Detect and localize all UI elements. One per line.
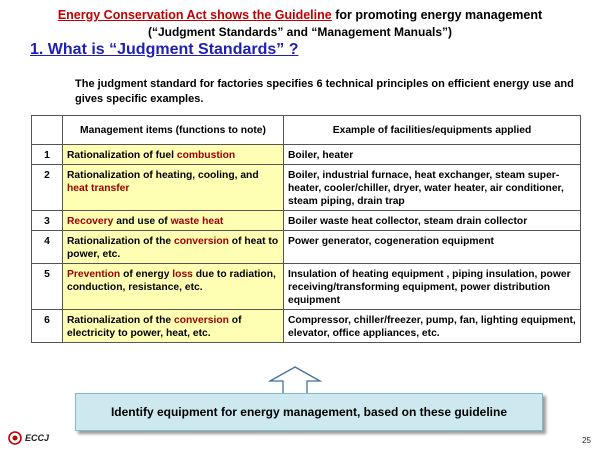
page-title: 1. What is “Judgment Standards” ? — [30, 41, 299, 58]
table-row — [32, 264, 581, 310]
highlighted-term: loss — [172, 269, 193, 280]
management-item — [63, 264, 284, 310]
item-text: Rationalization of fuel — [67, 150, 177, 161]
highlighted-term: conversion — [173, 315, 229, 326]
table-row — [32, 211, 581, 231]
table-header-row — [32, 116, 581, 145]
table-row — [32, 165, 581, 211]
header-line-1 — [0, 8, 600, 22]
equipment-examples: Power generator, cogeneration equipment — [284, 231, 581, 264]
item-text: Rationalization of heating, cooling, and — [67, 170, 259, 181]
judgment-standards-table — [31, 115, 581, 343]
equipment-examples: Compressor, chiller/freezer, pump, fan, lighting equipment, elevator, office appliances, etc. — [284, 310, 581, 343]
page-number: 25 — [582, 436, 591, 445]
header-guideline-text: Energy Conservation Act shows the Guideline — [57, 8, 332, 22]
item-text: due to radiation, conduction, resistance, etc. — [67, 269, 276, 293]
row-number: 2 — [32, 165, 63, 211]
table-body — [32, 145, 581, 343]
up-arrow-icon — [268, 366, 322, 396]
management-item — [63, 165, 284, 211]
table-row — [32, 310, 581, 343]
management-item — [63, 310, 284, 343]
row-number: 3 — [32, 211, 63, 231]
highlighted-term: conversion — [173, 236, 229, 247]
row-number: 6 — [32, 310, 63, 343]
equipment-examples: Boiler waste heat collector, steam drain collector — [284, 211, 581, 231]
equipment-examples: Insulation of heating equipment , piping insulation, power receiving/transforming equipment, power distribution equipment — [284, 264, 581, 310]
equipment-examples: Boiler, industrial furnace, heat exchanger, steam super-heater, cooler/chiller, dryer, water heater, air conditioner, steam piping, drain trap — [284, 165, 581, 211]
highlighted-term: combustion — [176, 150, 236, 161]
logo-text: ECCJ — [25, 433, 50, 443]
header-management-items: Management items (functions to note) — [63, 116, 284, 145]
item-text: and use of — [113, 216, 171, 227]
table-row — [32, 145, 581, 165]
intro-text: The judgment standard for factories specifies 6 technical principles on efficient energy use and gives specific examples. — [75, 78, 574, 105]
highlighted-term: heat transfer — [67, 183, 130, 194]
callout-text: Identify equipment for energy management, based on these guideline — [110, 405, 508, 419]
header-num — [32, 116, 63, 145]
item-text: of electricity to power, heat, etc. — [67, 315, 242, 339]
highlighted-term: Recovery — [67, 216, 114, 227]
equipment-examples: Boiler, heater — [284, 145, 581, 165]
management-item — [63, 145, 284, 165]
row-number: 5 — [32, 264, 63, 310]
item-text: of heat to power, etc. — [67, 236, 279, 260]
highlighted-term: waste heat — [170, 216, 224, 227]
table-row — [32, 231, 581, 264]
item-text: Rationalization of the — [67, 236, 174, 247]
management-item — [63, 211, 284, 231]
highlighted-term: Prevention — [67, 269, 121, 280]
header-line-2: (“Judgment Standards” and “Management Manuals”) — [147, 25, 453, 39]
eccj-logo — [8, 431, 49, 445]
item-text: of energy — [120, 269, 173, 280]
item-text: Rationalization of the — [67, 315, 174, 326]
eccj-logo-icon — [8, 431, 22, 445]
header-examples: Example of facilities/equipments applied — [284, 116, 581, 145]
row-number: 4 — [32, 231, 63, 264]
callout-box — [75, 393, 543, 431]
row-number: 1 — [32, 145, 63, 165]
header-rest-text: for promoting energy management — [331, 8, 543, 22]
management-item — [63, 231, 284, 264]
